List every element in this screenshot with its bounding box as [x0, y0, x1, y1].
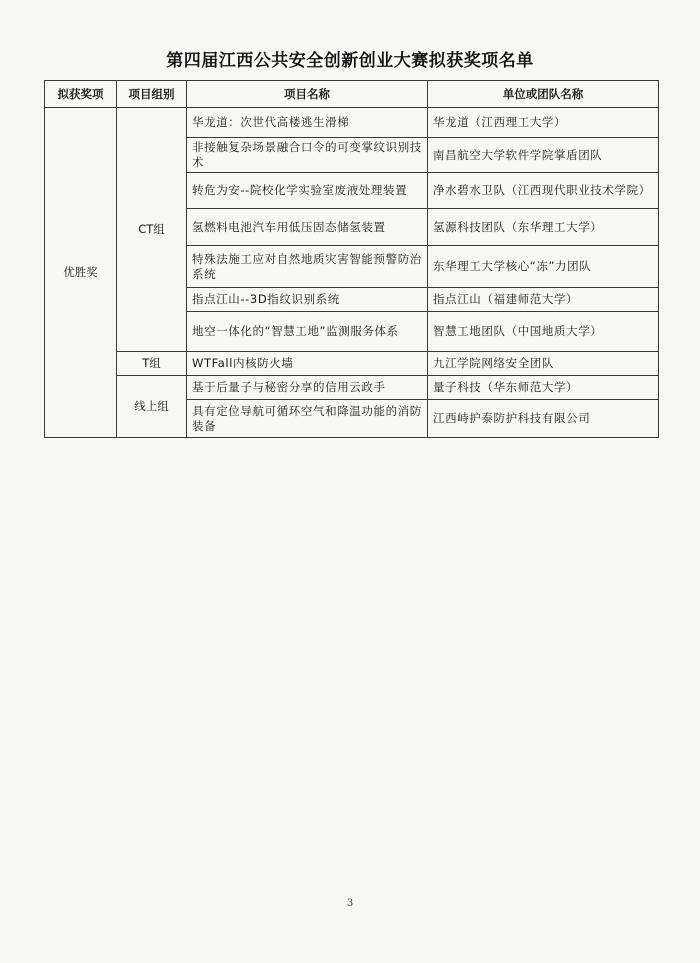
unit-cell: 氢源科技团队（东华理工大学） [428, 209, 659, 246]
page-number: 3 [346, 898, 354, 909]
unit-cell: 华龙道（江西理工大学） [428, 108, 659, 138]
table-row [45, 352, 659, 376]
unit-cell: 智慧工地团队（中国地质大学） [428, 312, 659, 352]
project-cell: 指点江山--3D指纹识别系统 [187, 288, 428, 312]
unit-cell: 净水碧水卫队（江西现代职业技术学院） [428, 173, 659, 209]
project-cell: 特殊法施工应对自然地质灾害智能预警防治系统 [187, 246, 428, 288]
header-award: 拟获奖项 [45, 81, 117, 108]
project-cell: 转危为安--院校化学实验室废液处理装置 [187, 173, 428, 209]
group-cell-ct: CT组 [117, 108, 187, 352]
table-row [45, 376, 659, 400]
project-cell: 基于后量子与秘密分享的信用云政手 [187, 376, 428, 400]
project-cell: 非接触复杂场景融合口令的可变掌纹识别技术 [187, 138, 428, 173]
document-title: 第四届江西公共安全创新创业大赛拟获奖项名单 [166, 51, 534, 71]
project-cell: 华龙道：次世代高楼逃生滑梯 [187, 108, 428, 138]
unit-cell: 南昌航空大学软件学院掌盾团队 [428, 138, 659, 173]
award-cell: 优胜奖 [45, 108, 117, 438]
header-unit: 单位或团队名称 [428, 81, 659, 108]
header-group: 项目组别 [117, 81, 187, 108]
unit-cell: 指点江山（福建师范大学） [428, 288, 659, 312]
table-header-row [45, 81, 659, 108]
group-cell-online: 线上组 [117, 376, 187, 438]
unit-cell: 量子科技（华东师范大学） [428, 376, 659, 400]
project-cell: 具有定位导航可循环空气和降温功能的消防装备 [187, 400, 428, 438]
project-cell: 氢燃料电池汽车用低压固态储氢装置 [187, 209, 428, 246]
unit-cell: 东华理工大学核心“冻”力团队 [428, 246, 659, 288]
header-project: 项目名称 [187, 81, 428, 108]
unit-cell: 九江学院网络安全团队 [428, 352, 659, 376]
group-cell-t: T组 [117, 352, 187, 376]
table-row [45, 108, 659, 138]
award-table [44, 80, 659, 438]
project-cell: 地空一体化的“智慧工地”监测服务体系 [187, 312, 428, 352]
project-cell: WTFall内核防火墙 [187, 352, 428, 376]
unit-cell: 江西峙护泰防护科技有限公司 [428, 400, 659, 438]
